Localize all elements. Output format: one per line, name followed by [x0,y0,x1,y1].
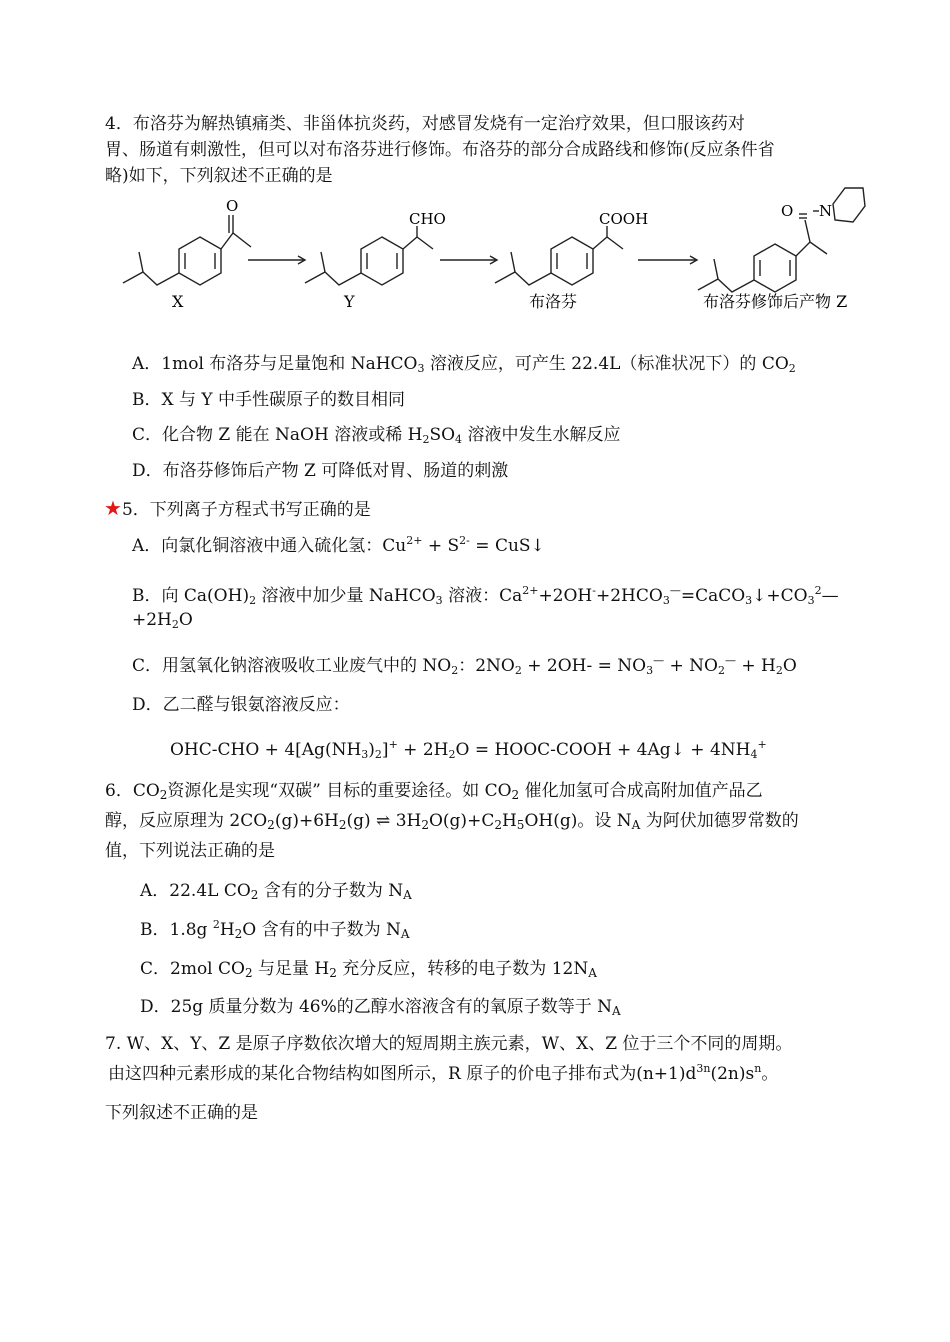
label-x: X [172,292,184,311]
star-icon: ★ [104,496,122,520]
x-isobutyl [123,272,179,285]
piperidine-ring [833,188,865,222]
q7-stem-line2: 由这四种元素形成的某化合物结构如图所示，R 原子的价电子排布式为$(n+1)d^{3n}(2n)s^n$。 [108,1062,779,1084]
q4-stem-line2: 胃、肠道有刺激性，但可以对布洛芬进行修饰。布洛芬的部分合成路线和修饰(反应条件省 [105,140,775,160]
q7-stem-line3: 下列叙述不正确的是 [105,1103,258,1123]
q4-option-b: B．X 与 Y 中手性碳原子的数目相同 [132,390,406,410]
q6-stem-line3: 值，下列说法正确的是 [105,841,275,861]
q5-option-a: A．向氯化铜溶液中通入硫化氢：$Cu^{2+} + S^{2-}$ = CuS↓ [132,534,545,556]
q4-option-c: C．化合物 Z 能在 NaOH 溶液或稀 $H_2SO_4$ 溶液中发生水解反应 [132,425,621,446]
q6-stem-line2: 醇，反应原理为 $2CO_2(g)+6H_2(g)$ ⇌ $3H_2O(g)+C_2H_5OH(g)$。设 $N_A$ 为阿伏加德罗常数的 [105,811,799,832]
ibuprofen-cooh-group: COOH [599,210,649,228]
synthesis-scheme [105,182,885,322]
z-amide-o: O [781,202,794,220]
q7-stem-line1: 7. W、X、Y、Z 是原子序数依次增大的短周期主族元素，W、X、Z 位于三个不同的周期。 [105,1034,793,1054]
q5-option-b-line2: $+2H_2O$ [132,610,193,631]
q6-option-d: D．25g 质量分数为 46%的乙醇水溶液含有的氧原子数等于 $N_A$ [140,997,621,1018]
q6-option-c: C．2mol $CO_2$ 与足量 $H_2$ 充分反应，转移的电子数为 $12N_A$ [140,959,597,980]
z-amide-n: N [819,202,833,220]
q6-option-a: A．22.4L $CO_2$ 含有的分子数为 $N_A$ [140,881,412,902]
q6-option-b: B．1.8g $^2H_2O$ 含有的中子数为 $N_A$ [140,918,410,941]
label-z: 布洛芬修饰后产物 Z [703,292,848,311]
q5-stem: ★5．下列离子方程式书写正确的是 [104,496,371,520]
q5-option-c: C．用氢氧化钠溶液吸收工业废气中的 $NO_2$：$2NO_2 + 2OH- = NO_3^— + NO_2^— + H_2O$ [132,654,797,677]
y-cho-group: CHO [409,210,446,228]
q5-option-d: D．乙二醛与银氨溶液反应： [132,695,350,715]
q4-stem-line3: 略)如下，下列叙述不正确的是 [105,166,333,186]
q6-stem-line1: 6．$CO_2$资源化是实现“双碳” 目标的重要途径。如 $CO_2$ 催化加氢可合成高附加值产品乙 [105,781,763,802]
q4-option-d: D．布洛芬修饰后产物 Z 可降低对胃、肠道的刺激 [132,461,509,481]
q5-option-d-equation: $OHC-CHO + 4[Ag(NH_3)_2]^+ + 2H_2O$ = HOOC-COOH + 4Ag↓ + $4NH_4^+$ [170,738,767,761]
label-ibuprofen: 布洛芬 [529,292,578,311]
q4-stem-line1: 4．布洛芬为解热镇痛类、非甾体抗炎药，对感冒发烧有一定治疗效果，但口服该药对 [105,114,745,134]
x-carbonyl-o: O [226,197,239,215]
q4-option-a: A．1mol 布洛芬与足量饱和 NaHCO$_3$ 溶液反应，可产生 22.4L（标准状况下）的 $CO_2$ [132,354,796,375]
q5-option-b: B．向 $Ca(OH)_2$ 溶液中加少量 NaHCO$_3$ 溶液：$Ca^{2+}+2OH^-+2HCO_3^—=CaCO_3↓+CO_3^2—$ [132,584,839,607]
label-y: Y [344,292,355,311]
